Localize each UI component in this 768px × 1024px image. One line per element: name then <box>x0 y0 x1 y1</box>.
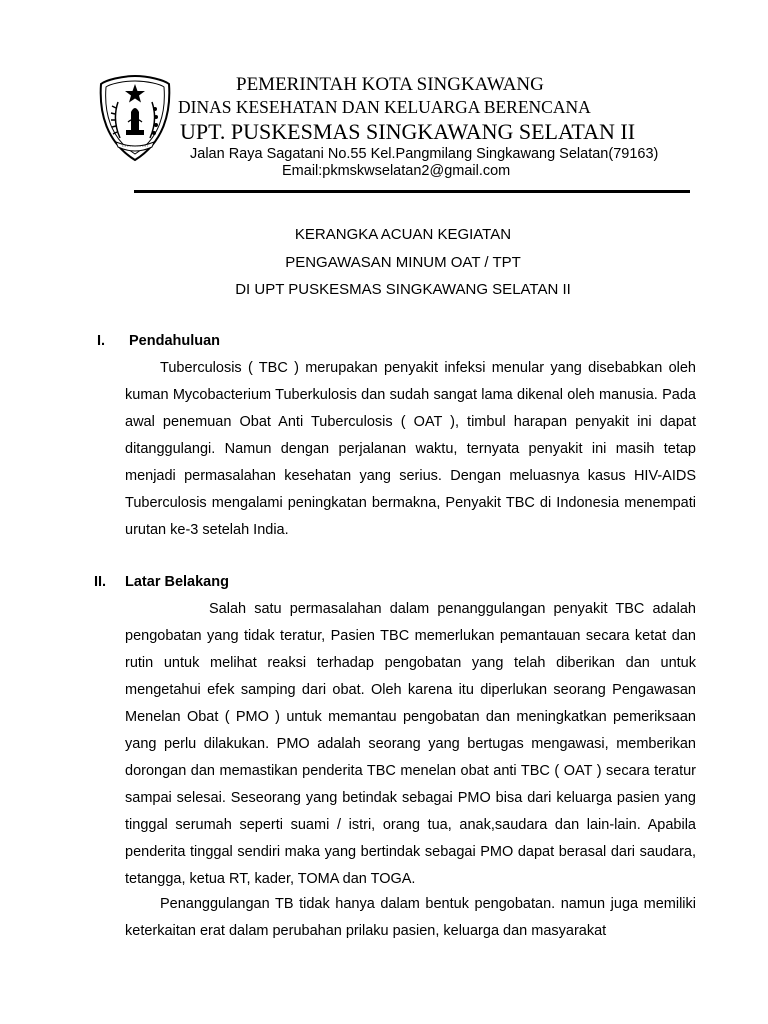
section-1-number: I. <box>97 333 106 349</box>
section-2-paragraph-1: Salah satu permasalahan dalam penanggulangan penyakit TBC adalah pengobatan yang tidak teratur, Pasien TBC memerlukan pemantauan secara ketat dan rutin untuk melihat reaksi terhadap pengobatan yang telah diberikan dan untuk mengetahui efek samping dari obat. Oleh karena itu diperlukan seorang Pengawasan Menelan Obat ( PMO ) untuk memantau pengobatan dan meningkatkan pemeriksaan yang perlu dilakukan. PMO adalah seorang yang bertugas mengawasi, memberikan dorongan dan memastikan penderita TBC menelan obat anti TBC ( OAT ) secara teratur sampai selesai. Seseorang yang betindak sebagai PMO bisa dari keluarga pasien yang tinggal serumah seperti suami / istri, orang tua, anak,saudara dan lain-lain. Apabila penderita tinggal sendiri maka yang bertindak sebagai PMO dapat berasal dari saudara, tetangga, ketua RT, kader, TOMA dan TOGA. <box>125 601 696 887</box>
header-address: Jalan Raya Sagatani No.55 Kel.Pangmilang Singkawang Selatan(79163) <box>190 146 659 162</box>
header-email: Email:pkmskwselatan2@gmail.com <box>282 163 511 179</box>
document-title-line-1: KERANGKA ACUAN KEGIATAN <box>294 226 512 243</box>
section-2-number: II. <box>94 574 107 590</box>
header-puskesmas-name: UPT. PUSKESMAS SINGKAWANG SELATAN II <box>180 119 636 144</box>
section-1-heading: Pendahuluan <box>129 333 221 349</box>
document-title-line-2: PENGAWASAN MINUM OAT / TPT <box>285 254 521 271</box>
section-2-paragraph-2: Penanggulangan TB tidak hanya dalam bentuk pengobatan. namun juga memiliki keterkaitan erat dalam perubahan prilaku pasien, keluarga dan masyarakat <box>125 896 696 939</box>
city-emblem-logo <box>98 72 172 164</box>
header-government-name: PEMERINTAH KOTA SINGKAWANG <box>236 74 544 95</box>
section-2-heading: Latar Belakang <box>125 574 229 590</box>
header-department-name: DINAS KESEHATAN DAN KELUARGA BERENCANA <box>178 97 591 117</box>
section-1-paragraph: Tuberculosis ( TBC ) merupakan penyakit infeksi menular yang disebabkan oleh kuman Mycobacterium Tuberkulosis dan sudah sangat lama dikenal oleh manusia. Pada awal penemuan Obat Anti Tuberculosis ( OAT ), timbul harapan penyakit ini dapat ditanggulangi. Namun dengan perjalanan waktu, ternyata penyakit ini masih tetap menjadi permasalahan kesehatan yang serius. Dengan meluasnya kasus HIV-AIDS Tuberculosis mengalami peningkatan bermakna, Penyakit TBC di Indonesia menempati urutan ke-3 setelah India. <box>125 360 696 538</box>
header-divider <box>134 190 690 193</box>
document-title-line-3: DI UPT PUSKESMAS SINGKAWANG SELATAN II <box>235 281 571 298</box>
